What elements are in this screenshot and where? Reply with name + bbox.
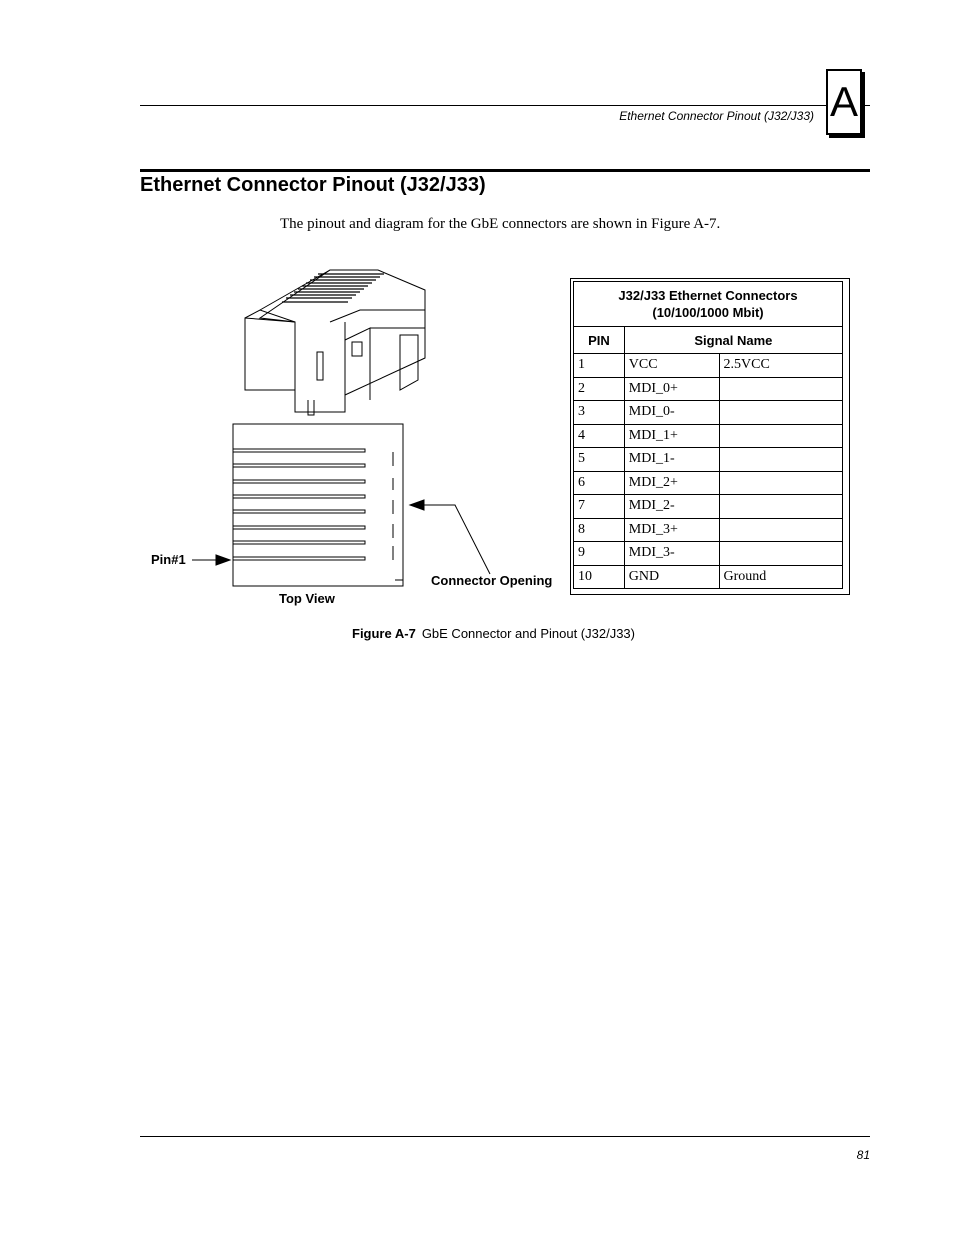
pin-cell: 6 xyxy=(574,471,625,495)
table-title xyxy=(574,282,843,327)
note-cell xyxy=(719,424,843,448)
top-view-label: Top View xyxy=(279,591,335,606)
pinout-table xyxy=(573,281,843,589)
signal-cell: VCC xyxy=(624,354,719,378)
pin-cell: 4 xyxy=(574,424,625,448)
table-row xyxy=(574,495,843,519)
table-title-line2: (10/100/1000 Mbit) xyxy=(652,305,764,320)
opening-arrow xyxy=(410,500,490,574)
pin1-label: Pin#1 xyxy=(151,552,186,567)
running-header: Ethernet Connector Pinout (J32/J33) xyxy=(619,109,814,123)
connector-diagram xyxy=(140,260,570,620)
signal-cell: MDI_2- xyxy=(624,495,719,519)
pinout-table-frame xyxy=(570,278,850,595)
signal-cell: GND xyxy=(624,565,719,589)
section-title: Ethernet Connector Pinout (J32/J33) xyxy=(140,174,486,196)
table-row xyxy=(574,471,843,495)
signal-cell: MDI_1- xyxy=(624,448,719,472)
signal-cell: MDI_1+ xyxy=(624,424,719,448)
table-title-line1: J32/J33 Ethernet Connectors xyxy=(618,288,798,303)
note-cell xyxy=(719,518,843,542)
connector-iso-drawing xyxy=(245,270,425,415)
heading-rule xyxy=(140,169,870,172)
table-row xyxy=(574,518,843,542)
table-row xyxy=(574,542,843,566)
pin-cell: 9 xyxy=(574,542,625,566)
note-cell xyxy=(719,471,843,495)
table-row xyxy=(574,565,843,589)
col-header-signal: Signal Name xyxy=(624,327,842,354)
note-cell xyxy=(719,377,843,401)
figure-caption-text: GbE Connector and Pinout (J32/J33) xyxy=(421,626,635,641)
note-cell xyxy=(719,401,843,425)
top-view-drawing xyxy=(233,424,403,586)
connector-opening-label: Connector Opening xyxy=(431,573,553,588)
page-number: 81 xyxy=(856,1148,870,1162)
pin-cell: 2 xyxy=(574,377,625,401)
table-row xyxy=(574,448,843,472)
pin1-arrow xyxy=(192,555,230,565)
pin-cell: 3 xyxy=(574,401,625,425)
note-cell: Ground xyxy=(719,565,843,589)
figure-number: Figure A-7 xyxy=(352,626,416,641)
pin-cell: 5 xyxy=(574,448,625,472)
table-row xyxy=(574,377,843,401)
table-row xyxy=(574,424,843,448)
intro-paragraph: The pinout and diagram for the GbE connectors are shown in Figure A-7. xyxy=(280,216,721,232)
signal-cell: MDI_0+ xyxy=(624,377,719,401)
appendix-letter: A xyxy=(829,78,858,125)
appendix-tab xyxy=(826,69,862,135)
pin-cell: 1 xyxy=(574,354,625,378)
note-cell xyxy=(719,542,843,566)
signal-cell: MDI_3+ xyxy=(624,518,719,542)
pin-cell: 10 xyxy=(574,565,625,589)
header-rule xyxy=(140,105,870,106)
footer-rule xyxy=(140,1136,870,1137)
note-cell: 2.5VCC xyxy=(719,354,843,378)
figure-caption xyxy=(352,626,635,641)
note-cell xyxy=(719,495,843,519)
table-row xyxy=(574,401,843,425)
signal-cell: MDI_3- xyxy=(624,542,719,566)
pin-cell: 7 xyxy=(574,495,625,519)
table-row xyxy=(574,354,843,378)
signal-cell: MDI_0- xyxy=(624,401,719,425)
note-cell xyxy=(719,448,843,472)
pin-cell: 8 xyxy=(574,518,625,542)
signal-cell: MDI_2+ xyxy=(624,471,719,495)
col-header-pin: PIN xyxy=(574,327,625,354)
